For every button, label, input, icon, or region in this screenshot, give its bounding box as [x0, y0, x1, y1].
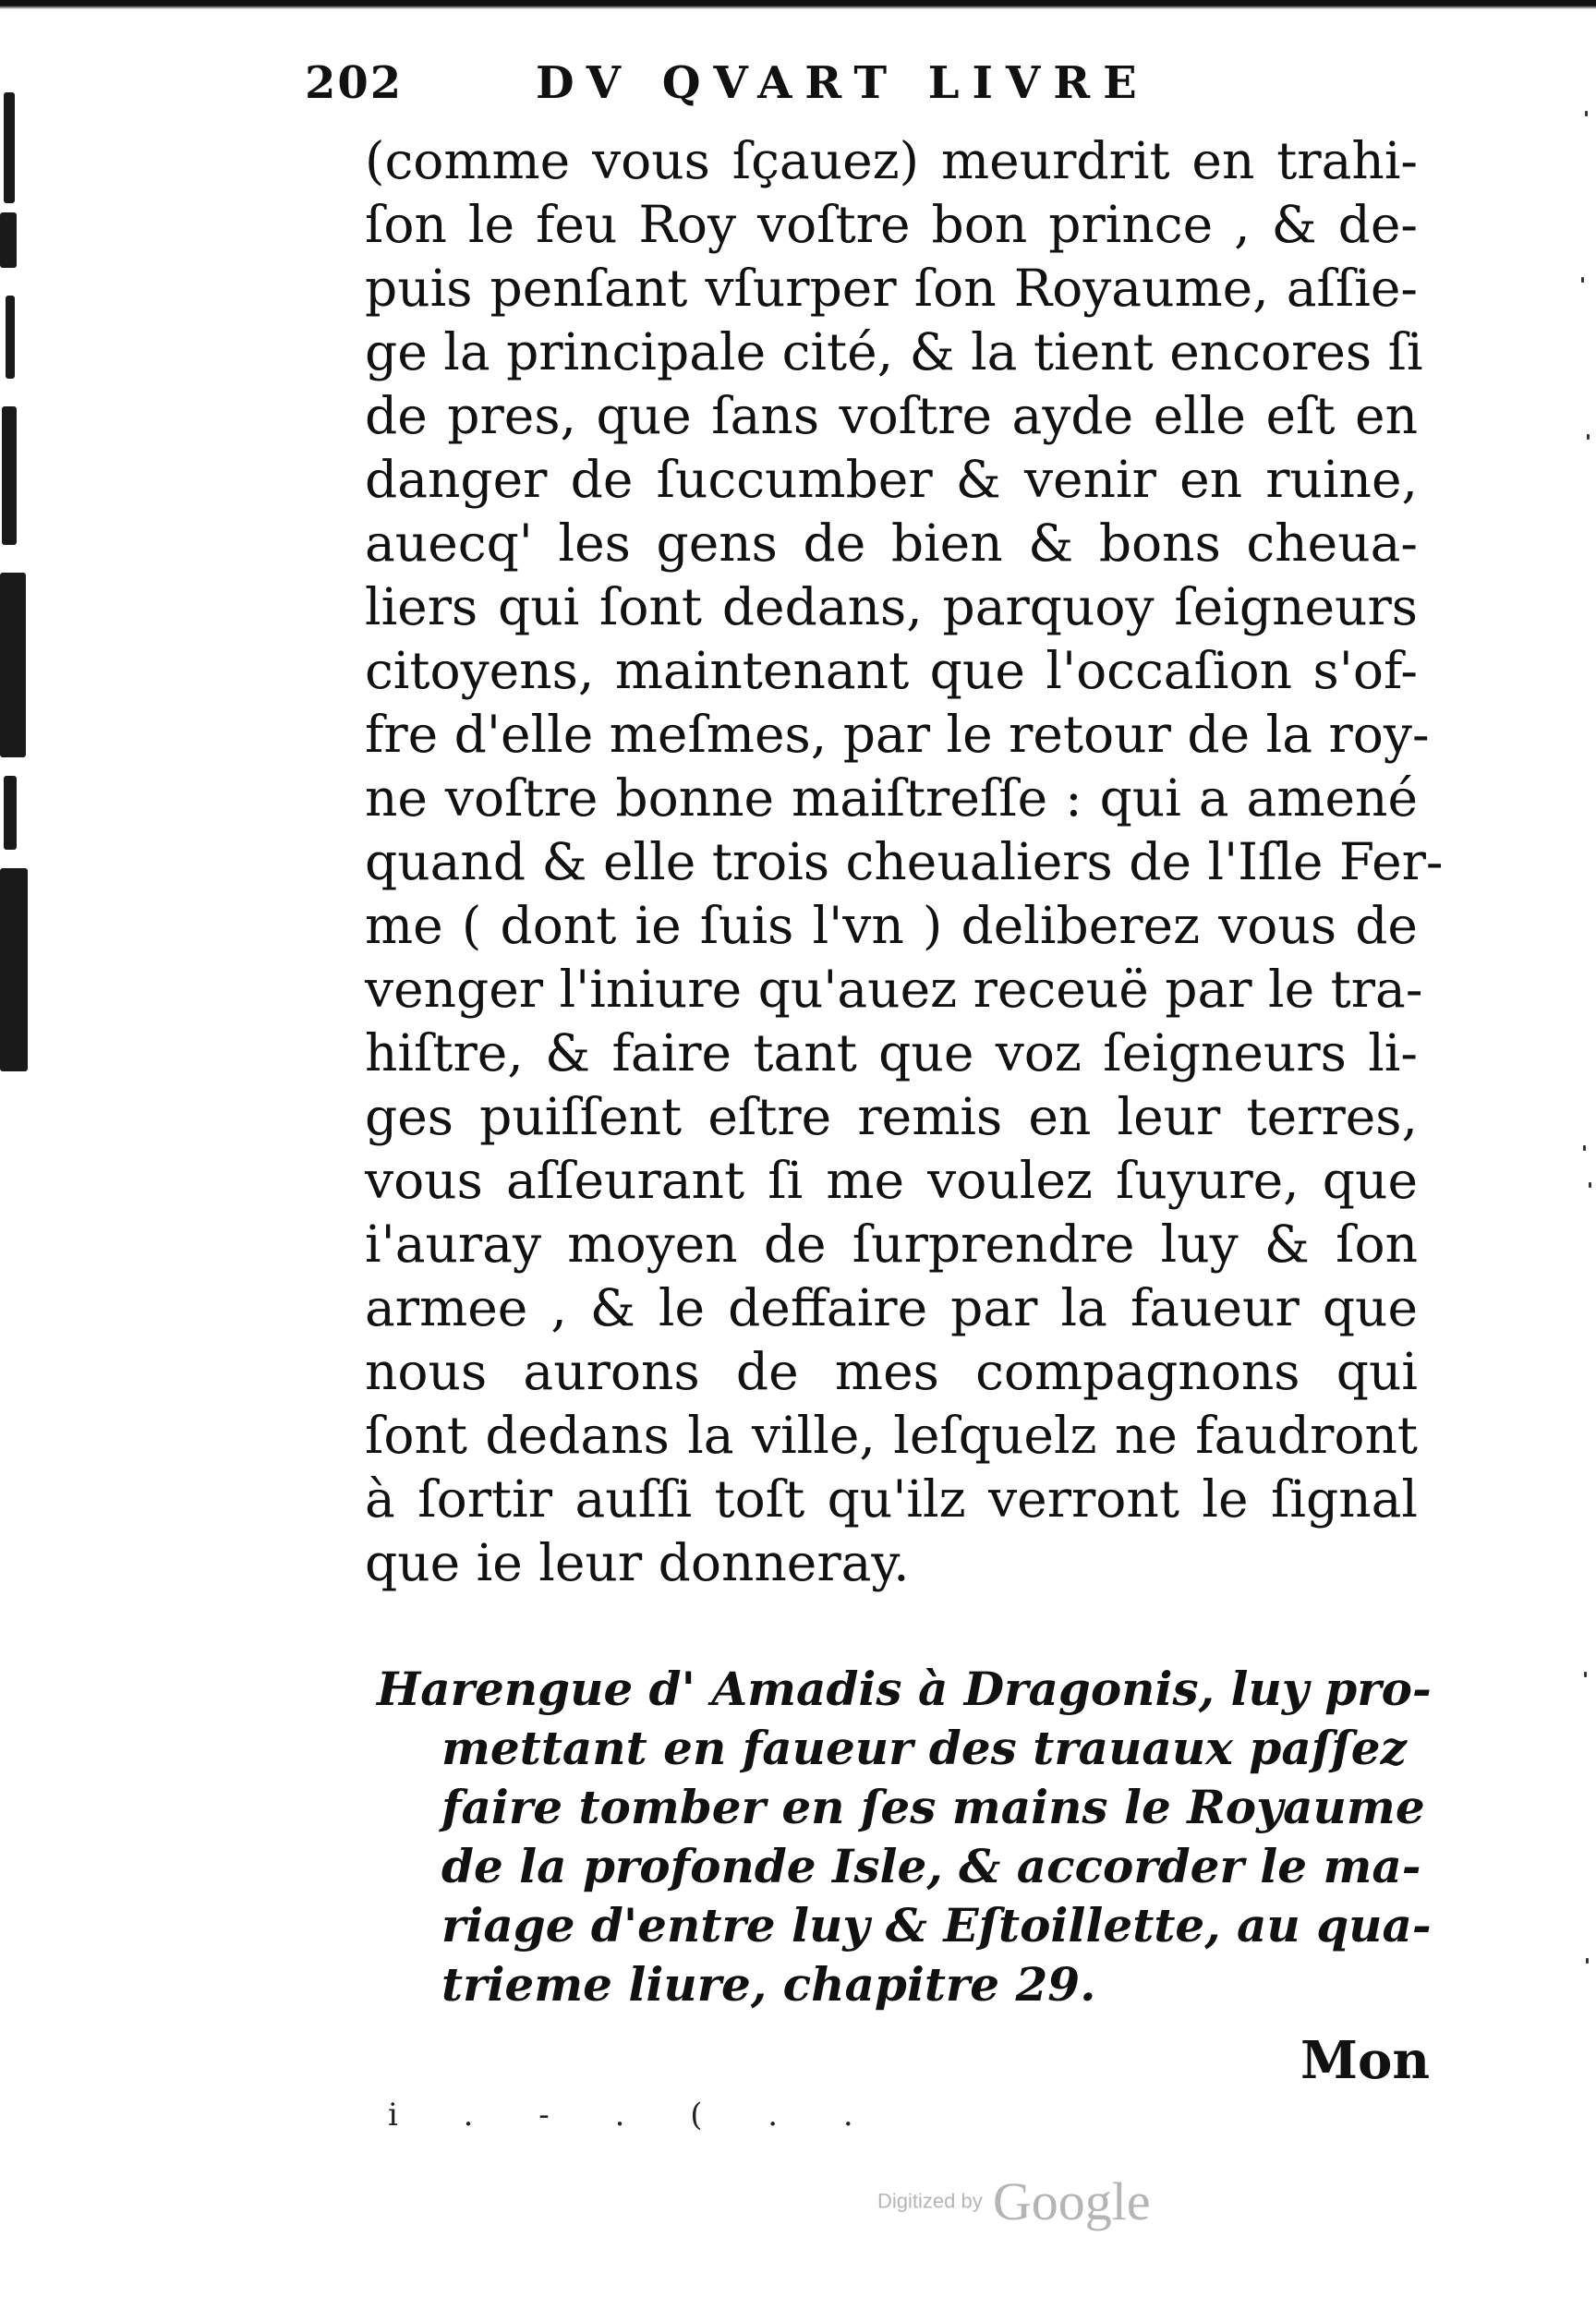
text-line: ſont dedans la ville, leſquelz ne faudront — [365, 1406, 1418, 1465]
text-line: ge la principale cité, & la tient encores ſi — [365, 322, 1423, 381]
text-line: (comme vous ſçauez) meurdrit en trahi- — [365, 131, 1418, 190]
scan-left-edge — [0, 55, 37, 1127]
note-line: mettant en faueur des trauaux paſſez — [441, 1721, 1407, 1775]
text-line: de pres, que ſans voſtre ayde elle eſt en — [365, 386, 1418, 445]
note-line: riage d'entre luy & Eſtoillette, au qua- — [441, 1898, 1432, 1952]
text-line: fre d'elle meſmes, par le retour de la roy- — [365, 705, 1430, 764]
text-line: venger l'iniure qu'auez receuë par le tra- — [365, 960, 1423, 1019]
page-number: 202 — [305, 57, 404, 109]
text-line: quand & elle trois cheualiers de l'Iſle Fer- — [365, 832, 1444, 891]
text-line: hiſtre, & faire tant que voz ſeigneurs li- — [365, 1023, 1418, 1082]
running-title: DV QVART LIVRE — [536, 57, 1150, 109]
scan-top-edge — [0, 0, 1596, 9]
text-line: que ie leur donneray. — [365, 1533, 910, 1592]
catchword: Mon — [1300, 2030, 1431, 2091]
text-line: puis penſant vſurper ſon Royaume, aſſie- — [365, 259, 1418, 318]
watermark-prefix: Digitized by — [877, 2189, 983, 2213]
note-line: Harengue d' Amadis à Dragonis, luy pro- — [377, 1662, 1432, 1716]
note-line: trieme liure, chapitre 29. — [441, 1957, 1096, 2012]
signature-marks: i . - . ( . . — [388, 2097, 881, 2134]
text-line: à ſortir auſſi toſt qu'ilz verront le ſignal — [365, 1469, 1418, 1529]
scan-right-edge — [1576, 0, 1596, 2309]
text-line: liers qui ſont dedans, parquoy ſeigneurs — [365, 577, 1418, 636]
marginal-note — [377, 1660, 1432, 2014]
text-line: nous aurons de mes compagnons qui — [365, 1342, 1418, 1401]
note-line: de la profonde Isle, & accorder le ma- — [441, 1839, 1421, 1893]
text-line: ſon le feu Roy voſtre bon prince , & de- — [365, 195, 1418, 254]
watermark-brand: Google — [992, 2171, 1151, 2231]
text-line: armee , & le deffaire par la faueur que — [365, 1278, 1418, 1337]
text-line: ne voſtre bonne maiſtreſſe : qui a amené — [365, 768, 1418, 828]
text-line: auecq' les gens de bien & bons cheua- — [365, 514, 1418, 573]
text-line: vous aſſeurant ſi me voulez ſuyure, que — [365, 1151, 1418, 1210]
text-line: citoyens, maintenant que l'occaſion s'of- — [365, 641, 1418, 700]
text-line: i'auray moyen de ſurprendre luy & ſon — [365, 1215, 1418, 1274]
body-text — [365, 129, 1444, 1595]
text-line: me ( dont ie ſuis l'vn ) deliberez vous de — [365, 896, 1418, 955]
text-line: danger de ſuccumber & venir en ruine, — [365, 450, 1418, 509]
text-line: ges puiſſent eſtre remis en leur terres, — [365, 1087, 1418, 1146]
note-line: faire tomber en ſes mains le Royaume — [441, 1780, 1425, 1834]
running-header — [305, 57, 1247, 113]
digitized-watermark — [877, 2170, 1151, 2232]
